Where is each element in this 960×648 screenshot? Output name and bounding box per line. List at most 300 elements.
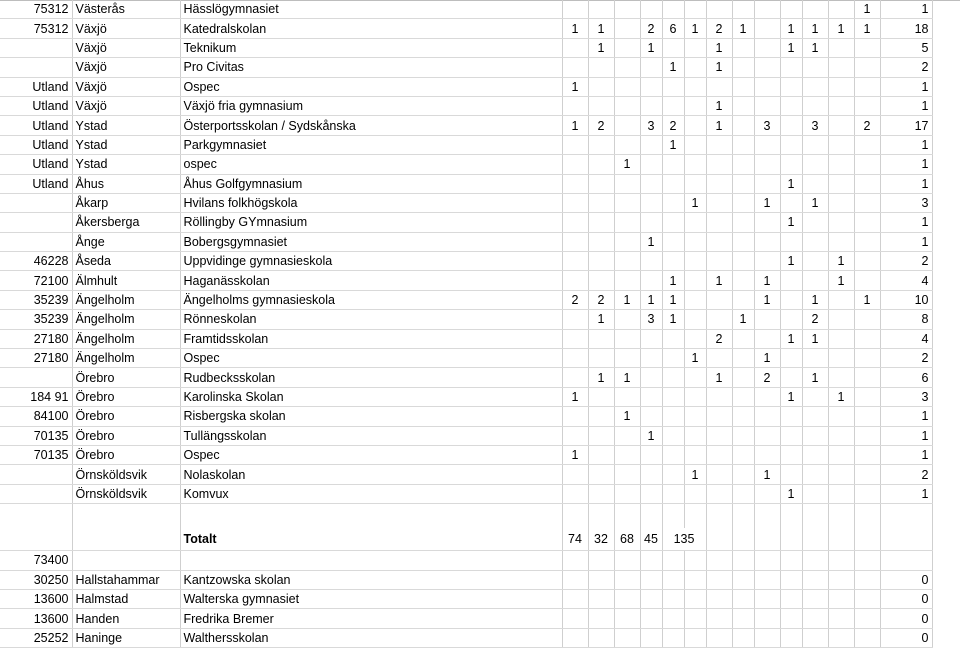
count-cell[interactable]	[828, 609, 854, 628]
count-cell[interactable]	[828, 174, 854, 193]
count-cell[interactable]	[802, 465, 828, 484]
count-cell[interactable]	[684, 155, 706, 174]
city-cell[interactable]: Örebro	[72, 407, 180, 426]
count-cell[interactable]: 1	[662, 290, 684, 309]
count-cell[interactable]	[754, 609, 780, 628]
count-cell[interactable]	[828, 77, 854, 96]
count-cell[interactable]: 1	[828, 387, 854, 406]
count-cell[interactable]	[614, 116, 640, 135]
school-cell[interactable]: Röllingby GYmnasium	[180, 213, 562, 232]
count-cell[interactable]	[640, 155, 662, 174]
count-cell[interactable]	[684, 609, 706, 628]
city-cell[interactable]: Åhus	[72, 174, 180, 193]
count-cell[interactable]	[562, 609, 588, 628]
count-cell[interactable]	[732, 445, 754, 464]
count-cell[interactable]	[706, 77, 732, 96]
postal-code-cell[interactable]: Utland	[0, 174, 72, 193]
count-cell[interactable]	[706, 609, 732, 628]
postal-code-cell[interactable]: 13600	[0, 609, 72, 628]
empty-cell[interactable]	[562, 504, 588, 529]
count-cell[interactable]	[732, 38, 754, 57]
count-cell[interactable]	[640, 484, 662, 503]
count-cell[interactable]	[614, 193, 640, 212]
count-cell[interactable]	[828, 589, 854, 608]
school-cell[interactable]: Rudbecksskolan	[180, 368, 562, 387]
count-cell[interactable]	[828, 290, 854, 309]
count-cell[interactable]	[754, 484, 780, 503]
count-cell[interactable]	[780, 407, 802, 426]
count-cell[interactable]: 1	[614, 155, 640, 174]
count-cell[interactable]	[684, 252, 706, 271]
count-cell[interactable]	[614, 465, 640, 484]
count-cell[interactable]	[588, 58, 614, 77]
count-cell[interactable]	[706, 155, 732, 174]
count-cell[interactable]	[684, 445, 706, 464]
empty-cell[interactable]	[640, 504, 662, 529]
count-cell[interactable]	[780, 368, 802, 387]
school-cell[interactable]: Hvilans folkhögskola	[180, 193, 562, 212]
row-total-cell[interactable]: 2	[880, 252, 932, 271]
count-cell[interactable]	[780, 589, 802, 608]
school-cell[interactable]: Hässlögymnasiet	[180, 0, 562, 19]
count-cell[interactable]	[754, 77, 780, 96]
count-cell[interactable]	[640, 0, 662, 19]
count-cell[interactable]	[828, 38, 854, 57]
count-cell[interactable]	[640, 407, 662, 426]
count-cell[interactable]	[662, 426, 684, 445]
count-cell[interactable]	[854, 58, 880, 77]
count-cell[interactable]	[780, 290, 802, 309]
count-cell[interactable]	[684, 96, 706, 115]
count-cell[interactable]	[854, 77, 880, 96]
count-cell[interactable]: 1	[614, 407, 640, 426]
count-cell[interactable]	[732, 368, 754, 387]
city-cell[interactable]: Växjö	[72, 77, 180, 96]
school-cell[interactable]: Haganässkolan	[180, 271, 562, 290]
count-cell[interactable]	[562, 193, 588, 212]
count-cell[interactable]	[780, 609, 802, 628]
count-cell[interactable]	[854, 135, 880, 154]
count-cell[interactable]	[754, 96, 780, 115]
count-cell[interactable]	[684, 135, 706, 154]
count-cell[interactable]	[640, 609, 662, 628]
school-cell[interactable]: Risbergska skolan	[180, 407, 562, 426]
row-total-cell[interactable]: 10	[880, 290, 932, 309]
count-cell[interactable]	[780, 310, 802, 329]
count-cell[interactable]	[732, 609, 754, 628]
count-cell[interactable]	[662, 609, 684, 628]
count-cell[interactable]: 1	[828, 19, 854, 38]
row-total-cell[interactable]: 5	[880, 38, 932, 57]
count-cell[interactable]	[588, 589, 614, 608]
empty-cell[interactable]	[706, 504, 732, 529]
count-cell[interactable]	[754, 589, 780, 608]
count-cell[interactable]	[588, 213, 614, 232]
count-cell[interactable]	[706, 589, 732, 608]
school-cell[interactable]: Rönneskolan	[180, 310, 562, 329]
postal-code-cell[interactable]	[0, 232, 72, 251]
empty-cell[interactable]	[0, 504, 72, 529]
count-cell[interactable]	[732, 589, 754, 608]
count-cell[interactable]: 1	[684, 193, 706, 212]
row-total-cell[interactable]: 1	[880, 135, 932, 154]
count-cell[interactable]	[828, 570, 854, 589]
city-cell[interactable]: Älmhult	[72, 271, 180, 290]
count-cell[interactable]	[662, 213, 684, 232]
count-cell[interactable]: 1	[780, 387, 802, 406]
count-cell[interactable]	[562, 484, 588, 503]
school-cell[interactable]: Österportsskolan / Sydskånska	[180, 116, 562, 135]
count-cell[interactable]	[588, 465, 614, 484]
count-cell[interactable]	[854, 609, 880, 628]
count-cell[interactable]	[662, 589, 684, 608]
count-cell[interactable]: 1	[802, 193, 828, 212]
count-cell[interactable]	[802, 570, 828, 589]
count-cell[interactable]: 2	[754, 368, 780, 387]
count-cell[interactable]	[802, 407, 828, 426]
count-cell[interactable]	[732, 135, 754, 154]
city-cell[interactable]: Handen	[72, 609, 180, 628]
count-cell[interactable]	[802, 232, 828, 251]
count-cell[interactable]	[854, 38, 880, 57]
row-total-cell[interactable]: 1	[880, 0, 932, 19]
school-cell[interactable]: Komvux	[180, 484, 562, 503]
count-cell[interactable]: 1	[706, 38, 732, 57]
count-cell[interactable]	[684, 570, 706, 589]
totals-value-cell[interactable]: 74	[562, 528, 588, 551]
city-cell[interactable]: Växjö	[72, 38, 180, 57]
postal-code-cell[interactable]: 72100	[0, 271, 72, 290]
count-cell[interactable]	[754, 232, 780, 251]
count-cell[interactable]	[640, 368, 662, 387]
count-cell[interactable]	[802, 0, 828, 19]
count-cell[interactable]	[662, 387, 684, 406]
count-cell[interactable]	[614, 310, 640, 329]
school-cell[interactable]: Framtidsskolan	[180, 329, 562, 348]
count-cell[interactable]	[684, 387, 706, 406]
count-cell[interactable]	[562, 551, 588, 570]
count-cell[interactable]	[854, 232, 880, 251]
count-cell[interactable]: 1	[640, 290, 662, 309]
count-cell[interactable]	[780, 445, 802, 464]
postal-code-cell[interactable]: 27180	[0, 349, 72, 368]
school-cell[interactable]: Åhus Golfgymnasium	[180, 174, 562, 193]
count-cell[interactable]	[614, 426, 640, 445]
row-total-cell[interactable]: 3	[880, 387, 932, 406]
count-cell[interactable]	[562, 426, 588, 445]
count-cell[interactable]	[802, 213, 828, 232]
row-total-cell[interactable]	[880, 551, 932, 570]
count-cell[interactable]	[828, 135, 854, 154]
row-total-cell[interactable]: 0	[880, 589, 932, 608]
count-cell[interactable]	[614, 38, 640, 57]
count-cell[interactable]	[614, 329, 640, 348]
count-cell[interactable]	[562, 465, 588, 484]
count-cell[interactable]	[662, 570, 684, 589]
count-cell[interactable]	[732, 290, 754, 309]
count-cell[interactable]	[732, 387, 754, 406]
empty-cell[interactable]	[880, 528, 932, 551]
empty-cell[interactable]	[662, 504, 684, 529]
count-cell[interactable]: 1	[828, 252, 854, 271]
count-cell[interactable]	[754, 551, 780, 570]
count-cell[interactable]: 2	[706, 19, 732, 38]
count-cell[interactable]	[562, 329, 588, 348]
count-cell[interactable]	[588, 271, 614, 290]
row-total-cell[interactable]: 1	[880, 426, 932, 445]
count-cell[interactable]: 1	[732, 310, 754, 329]
count-cell[interactable]	[854, 271, 880, 290]
city-cell[interactable]: Växjö	[72, 58, 180, 77]
city-cell[interactable]: Ängelholm	[72, 329, 180, 348]
count-cell[interactable]	[684, 77, 706, 96]
count-cell[interactable]	[640, 445, 662, 464]
count-cell[interactable]	[706, 570, 732, 589]
count-cell[interactable]: 1	[662, 271, 684, 290]
count-cell[interactable]	[614, 570, 640, 589]
postal-code-cell[interactable]: 13600	[0, 589, 72, 608]
count-cell[interactable]	[640, 252, 662, 271]
city-cell[interactable]: Halmstad	[72, 589, 180, 608]
city-cell[interactable]: Ängelholm	[72, 310, 180, 329]
row-total-cell[interactable]: 0	[880, 628, 932, 647]
count-cell[interactable]	[562, 0, 588, 19]
count-cell[interactable]	[562, 252, 588, 271]
count-cell[interactable]	[706, 232, 732, 251]
count-cell[interactable]	[684, 407, 706, 426]
count-cell[interactable]: 2	[802, 310, 828, 329]
count-cell[interactable]	[802, 252, 828, 271]
count-cell[interactable]	[614, 213, 640, 232]
count-cell[interactable]	[562, 232, 588, 251]
count-cell[interactable]: 1	[706, 271, 732, 290]
count-cell[interactable]: 1	[854, 0, 880, 19]
count-cell[interactable]	[854, 407, 880, 426]
city-cell[interactable]: Örnsköldsvik	[72, 465, 180, 484]
count-cell[interactable]	[614, 252, 640, 271]
row-total-cell[interactable]: 2	[880, 58, 932, 77]
count-cell[interactable]	[732, 329, 754, 348]
count-cell[interactable]	[614, 135, 640, 154]
count-cell[interactable]	[802, 426, 828, 445]
count-cell[interactable]	[588, 484, 614, 503]
empty-cell[interactable]	[854, 504, 880, 529]
school-cell[interactable]: Walthersskolan	[180, 628, 562, 647]
city-cell[interactable]: Växjö	[72, 96, 180, 115]
count-cell[interactable]: 1	[802, 290, 828, 309]
count-cell[interactable]: 1	[588, 368, 614, 387]
count-cell[interactable]	[802, 174, 828, 193]
count-cell[interactable]	[662, 551, 684, 570]
count-cell[interactable]	[828, 329, 854, 348]
count-cell[interactable]	[588, 349, 614, 368]
city-cell[interactable]: Åkersberga	[72, 213, 180, 232]
count-cell[interactable]	[588, 329, 614, 348]
count-cell[interactable]	[754, 407, 780, 426]
count-cell[interactable]: 1	[684, 465, 706, 484]
count-cell[interactable]	[706, 135, 732, 154]
count-cell[interactable]	[802, 628, 828, 647]
city-cell[interactable]: Ystad	[72, 116, 180, 135]
count-cell[interactable]	[854, 96, 880, 115]
count-cell[interactable]	[802, 58, 828, 77]
count-cell[interactable]	[662, 484, 684, 503]
count-cell[interactable]	[780, 193, 802, 212]
count-cell[interactable]	[732, 407, 754, 426]
empty-cell[interactable]	[754, 528, 780, 551]
count-cell[interactable]: 1	[754, 349, 780, 368]
postal-code-cell[interactable]: 70135	[0, 426, 72, 445]
count-cell[interactable]	[588, 570, 614, 589]
school-cell[interactable]: Nolaskolan	[180, 465, 562, 484]
count-cell[interactable]	[854, 349, 880, 368]
count-cell[interactable]	[662, 232, 684, 251]
count-cell[interactable]	[754, 329, 780, 348]
count-cell[interactable]	[854, 252, 880, 271]
row-total-cell[interactable]: 1	[880, 77, 932, 96]
count-cell[interactable]	[854, 155, 880, 174]
count-cell[interactable]	[684, 329, 706, 348]
count-cell[interactable]	[732, 96, 754, 115]
count-cell[interactable]	[588, 193, 614, 212]
count-cell[interactable]	[754, 58, 780, 77]
count-cell[interactable]	[754, 135, 780, 154]
count-cell[interactable]	[754, 628, 780, 647]
count-cell[interactable]	[802, 135, 828, 154]
count-cell[interactable]	[828, 213, 854, 232]
count-cell[interactable]	[640, 77, 662, 96]
count-cell[interactable]	[640, 349, 662, 368]
count-cell[interactable]	[684, 271, 706, 290]
count-cell[interactable]	[732, 349, 754, 368]
postal-code-cell[interactable]	[0, 213, 72, 232]
count-cell[interactable]	[706, 290, 732, 309]
count-cell[interactable]	[640, 96, 662, 115]
row-total-cell[interactable]: 1	[880, 445, 932, 464]
row-total-cell[interactable]: 1	[880, 96, 932, 115]
count-cell[interactable]: 1	[614, 290, 640, 309]
city-cell[interactable]: Örnsköldsvik	[72, 484, 180, 503]
count-cell[interactable]	[662, 77, 684, 96]
count-cell[interactable]: 1	[562, 116, 588, 135]
count-cell[interactable]: 1	[640, 38, 662, 57]
city-cell[interactable]: Ängelholm	[72, 290, 180, 309]
count-cell[interactable]	[854, 628, 880, 647]
empty-cell[interactable]	[880, 504, 932, 529]
count-cell[interactable]: 3	[802, 116, 828, 135]
count-cell[interactable]	[662, 155, 684, 174]
count-cell[interactable]: 1	[754, 271, 780, 290]
count-cell[interactable]	[640, 628, 662, 647]
count-cell[interactable]	[828, 426, 854, 445]
count-cell[interactable]	[614, 628, 640, 647]
count-cell[interactable]	[732, 484, 754, 503]
count-cell[interactable]	[562, 589, 588, 608]
count-cell[interactable]	[588, 387, 614, 406]
count-cell[interactable]	[640, 213, 662, 232]
count-cell[interactable]	[802, 387, 828, 406]
count-cell[interactable]	[754, 19, 780, 38]
count-cell[interactable]	[662, 38, 684, 57]
count-cell[interactable]: 2	[588, 290, 614, 309]
city-cell[interactable]: Haninge	[72, 628, 180, 647]
count-cell[interactable]	[562, 310, 588, 329]
count-cell[interactable]: 1	[562, 387, 588, 406]
count-cell[interactable]	[828, 155, 854, 174]
city-cell[interactable]: Hallstahammar	[72, 570, 180, 589]
count-cell[interactable]	[614, 589, 640, 608]
empty-cell[interactable]	[802, 528, 828, 551]
empty-cell[interactable]	[754, 504, 780, 529]
count-cell[interactable]	[706, 445, 732, 464]
count-cell[interactable]	[640, 551, 662, 570]
count-cell[interactable]	[684, 290, 706, 309]
postal-code-cell[interactable]: 75312	[0, 19, 72, 38]
school-cell[interactable]: ospec	[180, 155, 562, 174]
postal-code-cell[interactable]: Utland	[0, 116, 72, 135]
count-cell[interactable]: 1	[588, 310, 614, 329]
count-cell[interactable]	[780, 0, 802, 19]
count-cell[interactable]	[780, 96, 802, 115]
count-cell[interactable]	[562, 628, 588, 647]
count-cell[interactable]	[732, 58, 754, 77]
empty-cell[interactable]	[732, 528, 754, 551]
count-cell[interactable]	[854, 310, 880, 329]
count-cell[interactable]	[828, 193, 854, 212]
city-cell[interactable]: Åkarp	[72, 193, 180, 212]
count-cell[interactable]: 1	[662, 135, 684, 154]
count-cell[interactable]: 1	[706, 58, 732, 77]
count-cell[interactable]: 2	[640, 19, 662, 38]
count-cell[interactable]	[684, 213, 706, 232]
count-cell[interactable]	[802, 155, 828, 174]
totals-value-cell[interactable]: 68	[614, 528, 640, 551]
count-cell[interactable]	[732, 570, 754, 589]
count-cell[interactable]: 1	[562, 19, 588, 38]
count-cell[interactable]: 3	[754, 116, 780, 135]
count-cell[interactable]	[684, 58, 706, 77]
school-cell[interactable]: Ospec	[180, 445, 562, 464]
count-cell[interactable]: 1	[780, 252, 802, 271]
school-cell[interactable]: Växjö fria gymnasium	[180, 96, 562, 115]
school-cell[interactable]: Uppvidinge gymnasieskola	[180, 252, 562, 271]
count-cell[interactable]: 1	[854, 19, 880, 38]
count-cell[interactable]	[828, 58, 854, 77]
city-cell[interactable]: Örebro	[72, 445, 180, 464]
count-cell[interactable]	[614, 58, 640, 77]
count-cell[interactable]	[684, 0, 706, 19]
postal-code-cell[interactable]: 46228	[0, 252, 72, 271]
school-cell[interactable]: Tullängsskolan	[180, 426, 562, 445]
postal-code-cell[interactable]: 84100	[0, 407, 72, 426]
empty-cell[interactable]	[180, 504, 562, 529]
school-cell[interactable]: Katedralskolan	[180, 19, 562, 38]
empty-cell[interactable]	[0, 528, 72, 551]
count-cell[interactable]	[614, 609, 640, 628]
count-cell[interactable]	[640, 465, 662, 484]
count-cell[interactable]	[684, 589, 706, 608]
school-cell[interactable]: Ängelholms gymnasieskola	[180, 290, 562, 309]
count-cell[interactable]	[828, 628, 854, 647]
count-cell[interactable]	[588, 609, 614, 628]
count-cell[interactable]	[828, 232, 854, 251]
city-cell[interactable]: Ånge	[72, 232, 180, 251]
count-cell[interactable]	[588, 96, 614, 115]
count-cell[interactable]	[706, 193, 732, 212]
count-cell[interactable]	[684, 628, 706, 647]
count-cell[interactable]	[780, 116, 802, 135]
count-cell[interactable]	[780, 58, 802, 77]
